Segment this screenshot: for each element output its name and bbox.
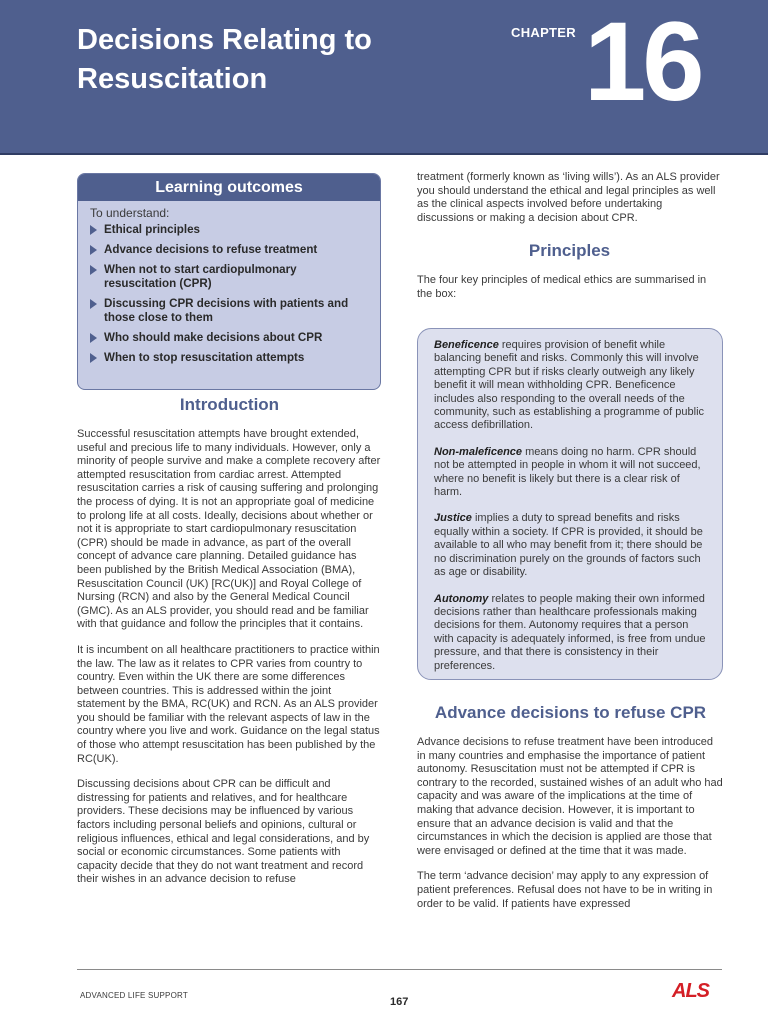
body-paragraph: It is incumbent on all healthcare practitioners to practice within the law. The law as it relates to CPR varies from country to country. Even within the UK there are some differences between countries. This is addressed within the joint statement by the BMA, RC(UK) and RCN. As an ALS provider you should be familiar with the relevant aspects of law in the country where you live and work. Guidance on the legal status of those who attempt resuscitation has been published by the RC(UK). <box>77 643 380 765</box>
principle-term: Non-maleficence <box>434 445 523 458</box>
principle-text: requires provision of benefit while balancing benefit and risks. Commonly this will involve attempting CPR but if risks clearly outweigh any likely benefit it will mean withholding CPR. Beneficence includes also responding to the overall needs of the community, such as establishing a programme of public access defibrillation. <box>434 339 705 432</box>
principle-text: means doing no harm. CPR should not be attempted in people in whom it will not succeed, where no benefit is likely but there is a clear risk of harm. <box>434 445 701 499</box>
body-paragraph: Discussing decisions about CPR can be difficult and distressing for patients and relatives, and for healthcare providers. These decisions may be influenced by various factors including personal beliefs and opinions, cultural or religious influences, ethical and legal considerations, and by social or economic circumstances. Some patients with capacity decide that they do not want treatment and record their wishes in an advance decision to refuse <box>77 778 370 886</box>
learning-outcome-item <box>90 297 370 325</box>
triangle-bullet-icon <box>90 245 97 255</box>
learning-outcome-text: When not to start cardiopulmonary resuscitation (CPR) <box>104 263 297 290</box>
continuation-paragraph: treatment (formerly known as ‘living wills’). As an ALS provider you should understand the ethical and legal principles as well as the clinical aspects involved before undertaking discussions or making a decision about CPR. <box>417 171 720 224</box>
triangle-bullet-icon <box>90 225 97 235</box>
learning-outcome-item <box>90 351 370 365</box>
learning-outcome-text: When to stop resuscitation attempts <box>104 351 305 364</box>
learning-outcome-text: Discussing CPR decisions with patients and those close to them <box>104 297 349 324</box>
principle-justice <box>434 512 707 579</box>
principle-term: Beneficence <box>434 339 499 351</box>
introduction-heading: Introduction <box>179 395 280 414</box>
advance-decisions-heading: Advance decisions to refuse CPR <box>434 703 707 722</box>
body-paragraph: Successful resuscitation attempts have brought extended, useful and precious life to many individuals. However, only a minority of people survive and make a complete recovery after attempted resuscitation from cardiac arrest. Attempted resuscitation carries a risk of causing suffering and prolonging the process of dying. It is not an appropriate goal of medicine to prolong life at all costs. Ideally, decisions about whether or not it is appropriate to start cardiopulmonary resuscitation (CPR) should be made in advance, as part of the overall concept of advance care planning. Detailed guidance has been published by the British Medical Association (BMA), Resuscitation Council (UK) [RC(UK)] and Royal College of Nursing (RCN) and also by the General Medical Council (GMC). As an ALS provider, you should read and be familiar with that guidance and follow the principles that it contains. <box>77 428 381 631</box>
ethics-principles-box <box>417 328 723 680</box>
learning-outcomes-title: Learning outcomes <box>78 174 380 201</box>
principle-text: implies a duty to spread benefits and risks equally within a society. If CPR is provided, it should be available to all who may benefit from it; there should be no discrimination purely on the grounds of factors such as age or disability. <box>434 512 703 579</box>
learning-outcome-item <box>90 223 370 237</box>
learning-outcome-item <box>90 331 370 345</box>
learning-outcome-item <box>90 243 370 257</box>
triangle-bullet-icon <box>90 299 97 309</box>
learning-outcome-text: Who should make decisions about CPR <box>104 331 323 344</box>
principle-term: Autonomy <box>434 592 489 605</box>
right-column-bottom <box>417 703 724 923</box>
page-number: 167 <box>390 996 409 1008</box>
principle-term: Justice <box>434 512 472 525</box>
body-paragraph: The term ‘advance decision’ may apply to any expression of patient preferences. Refusal does not have to be in writing in order to be valid. If patients have expressed <box>417 870 713 910</box>
footer-book-title: ADVANCED LIFE SUPPORT <box>80 991 188 1000</box>
chapter-header-banner <box>0 0 768 155</box>
principle-autonomy <box>434 593 707 673</box>
principles-heading: Principles <box>528 241 611 261</box>
body-paragraph: Advance decisions to refuse treatment have been introduced in many countries and emphasise the importance of patient autonomy. Resuscitation must not be attempted if CPR is contrary to the recorded, sustained wishes of an adult who had capacity and was aware of the implications at the time of making that advance decision. However, it is important to ensure that an advance decision is valid and that the circumstances in which the decision is applied are those that were envisaged or defined at the time that it was made. <box>417 736 723 857</box>
learning-outcome-text: Advance decisions to refuse treatment <box>104 243 318 256</box>
learning-outcomes-box <box>77 173 381 390</box>
principle-non-maleficence <box>434 446 707 500</box>
triangle-bullet-icon <box>90 265 97 275</box>
right-column-top <box>417 171 722 314</box>
learning-outcome-item <box>90 263 370 291</box>
principle-text: relates to people making their own informed decisions rather than healthcare professionals making decisions for them. Autonomy requires that a person with capacity is adequately informed, is free from undue pressure, and that there is consistency in their preferences. <box>434 592 706 672</box>
triangle-bullet-icon <box>90 353 97 363</box>
learning-outcome-text: Ethical principles <box>104 223 200 236</box>
als-logo: ALS <box>672 980 709 1002</box>
principles-intro: The four key principles of medical ethics are summarised in the box: <box>417 274 707 300</box>
chapter-label: CHAPTER <box>511 25 576 40</box>
principle-beneficence <box>434 339 707 433</box>
page-title: Decisions Relating to Resuscitation <box>77 24 372 95</box>
footer-divider <box>77 969 722 970</box>
chapter-number: 16 <box>584 0 701 124</box>
learning-outcomes-intro: To understand: <box>90 206 170 220</box>
left-column <box>77 395 382 899</box>
learning-outcomes-list <box>78 223 380 365</box>
triangle-bullet-icon <box>90 333 97 343</box>
